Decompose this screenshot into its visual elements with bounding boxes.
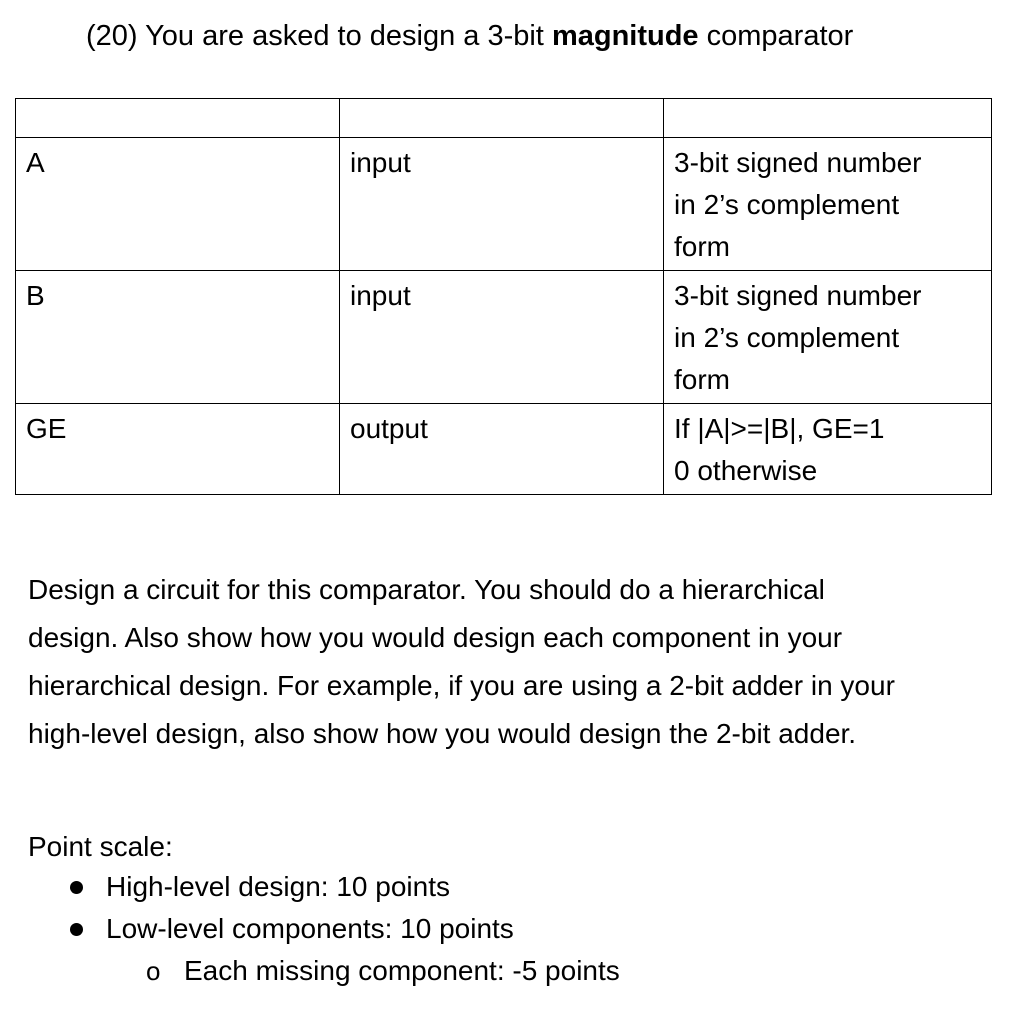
description-line: in 2’s complement [674,322,900,353]
signal-name-cell: GE [16,404,340,495]
description-text-line: hierarchical design. For example, if you are using a 2-bit adder in your [28,670,895,701]
list-item [106,866,450,908]
signal-direction-cell: output [340,404,664,495]
list-item-text: High-level design: 10 points [106,871,450,902]
list-item [106,908,514,950]
bullet-dot-icon [70,923,83,936]
table-cell [16,99,340,138]
signal-description-cell [664,271,992,404]
list-item-text: Low-level components: 10 points [106,913,514,944]
description-line: If |A|>=|B|, GE=1 [674,413,885,444]
signal-description-cell [664,404,992,495]
heading-prefix: (20) You are asked to design a 3-bit [86,20,552,52]
heading-suffix: comparator [698,20,854,52]
description-text-line: Design a circuit for this comparator. You should do a hierarchical [28,574,825,605]
description-line: 0 otherwise [674,455,818,486]
description-line: form [674,364,730,395]
sub-list-item [146,950,620,992]
description-text-line: high-level design, also show how you would design the 2-bit adder. [28,718,857,749]
description-line: form [674,231,730,262]
table-row [16,404,992,495]
signal-description-cell [664,138,992,271]
bullet-dot-icon [70,881,83,894]
table-row [16,138,992,271]
problem-description [28,566,1008,758]
list-item-text: Each missing component: -5 points [184,955,620,986]
description-line: 3-bit signed number [674,147,922,178]
table-cell [340,99,664,138]
signal-direction-cell: input [340,138,664,271]
problem-heading [86,16,853,56]
signal-name-cell: B [16,271,340,404]
table-header-row [16,99,992,138]
bullet-circle-icon: o [146,956,161,986]
point-scale-title: Point scale: [28,831,173,862]
description-line: 3-bit signed number [674,280,922,311]
signal-direction-cell: input [340,271,664,404]
heading-emphasis: magnitude [551,20,699,52]
table-row [16,271,992,404]
table-cell [664,99,992,138]
signal-spec-table [15,98,992,495]
signal-name-cell: A [16,138,340,271]
description-text-line: design. Also show how you would design each component in your [28,622,843,653]
description-line: in 2’s complement [674,189,900,220]
